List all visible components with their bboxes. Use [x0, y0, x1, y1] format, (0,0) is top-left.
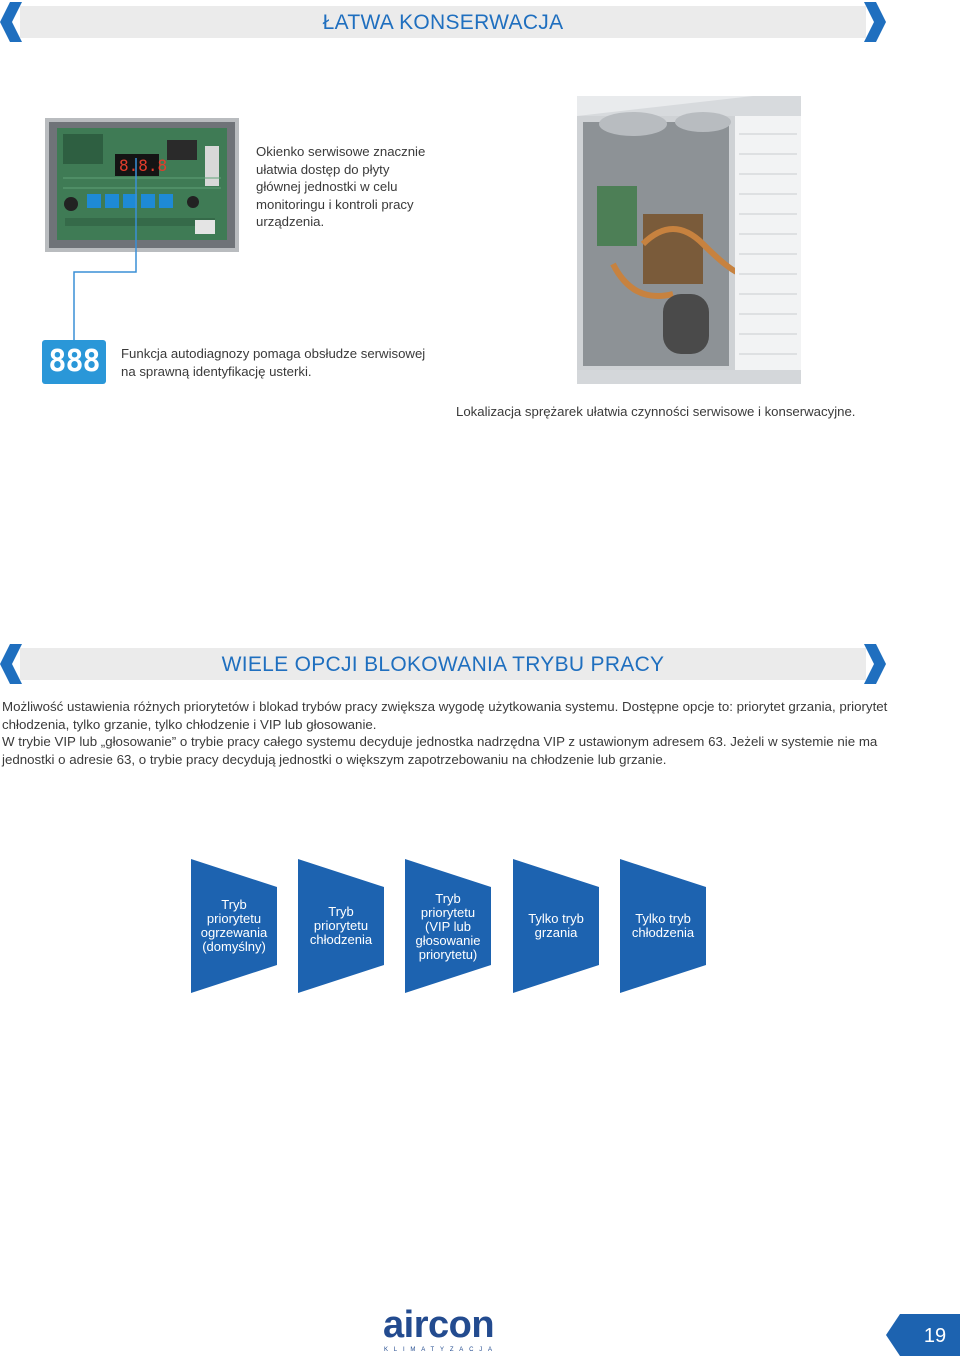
mode-lock-paragraph-1: Możliwość ustawienia różnych priorytetów i blokad trybów pracy zwiększa wygodę użytkowania systemu. Dostępne opcje to: priorytet grzania, priorytet chłodzenia, tylko grzanie, tylko chłodzenie i VIP lub głosowanie.: [2, 699, 888, 732]
mode-arrow-cooling-priority: [298, 859, 384, 993]
connector-line: [70, 158, 140, 342]
chevron-left-icon: [0, 2, 22, 42]
mode-arrow-heating-priority: [191, 859, 277, 993]
section-header-maintenance: [0, 2, 886, 42]
mode-label: Tryb priorytetu chłodzenia: [309, 904, 373, 947]
chevron-right-icon: [864, 2, 886, 42]
display-digits: 888: [48, 344, 100, 379]
mode-arrow-heating-only: [513, 859, 599, 993]
mode-label: Tryb priorytetu ogrzewania (domyślny): [200, 897, 268, 954]
section-header-mode-lock: [0, 644, 886, 684]
aircon-logo: aircon: [383, 1304, 495, 1346]
page-number-badge: [886, 1314, 960, 1356]
compressor-location-text: Lokalizacja sprężarek ułatwia czynności serwisowe i konserwacyjne.: [456, 404, 856, 419]
chevron-left-icon: [0, 644, 22, 684]
mode-arrow-vip-priority: [405, 859, 491, 993]
mode-label: Tryb priorytetu (VIP lub głosowanie priorytetu): [415, 891, 481, 962]
mode-lock-paragraph-2: W trybie VIP lub „głosowanie” o trybie pracy całego systemu decyduje jednostka nadrzędna VIP z ustawionym adresem 63. Jeżeli w systemie nie ma jednostki o adresie 63, o trybie pracy decydują jednostki o większym zapotrzebowaniu na chłodzenie lub grzanie.: [2, 734, 878, 767]
mode-label: Tylko tryb grzania: [528, 911, 584, 940]
service-window-text: Okienko serwisowe znacznie ułatwia dostęp do płyty głównej jednostki w celu monitoringu i kontroli pracy urządzenia.: [256, 144, 426, 229]
self-diagnosis-text: Funkcja autodiagnozy pomaga obsłudze serwisowej na sprawną identyfikację usterki.: [121, 346, 426, 379]
section-title: ŁATWA KONSERWACJA: [322, 11, 564, 34]
mode-arrow-cooling-only: [620, 859, 706, 993]
svg-text:8.8.8: 8.8.8: [119, 156, 168, 175]
display-888-icon: [42, 340, 106, 384]
page-number: 19: [923, 1325, 947, 1347]
mode-label: Tylko tryb chłodzenia: [631, 911, 695, 940]
outdoor-unit-image: [573, 94, 805, 386]
chevron-right-icon: [864, 644, 886, 684]
section-title: WIELE OPCJI BLOKOWANIA TRYBU PRACY: [221, 653, 665, 676]
aircon-logo-subtitle: KLIMATYZACJA: [384, 1347, 498, 1353]
